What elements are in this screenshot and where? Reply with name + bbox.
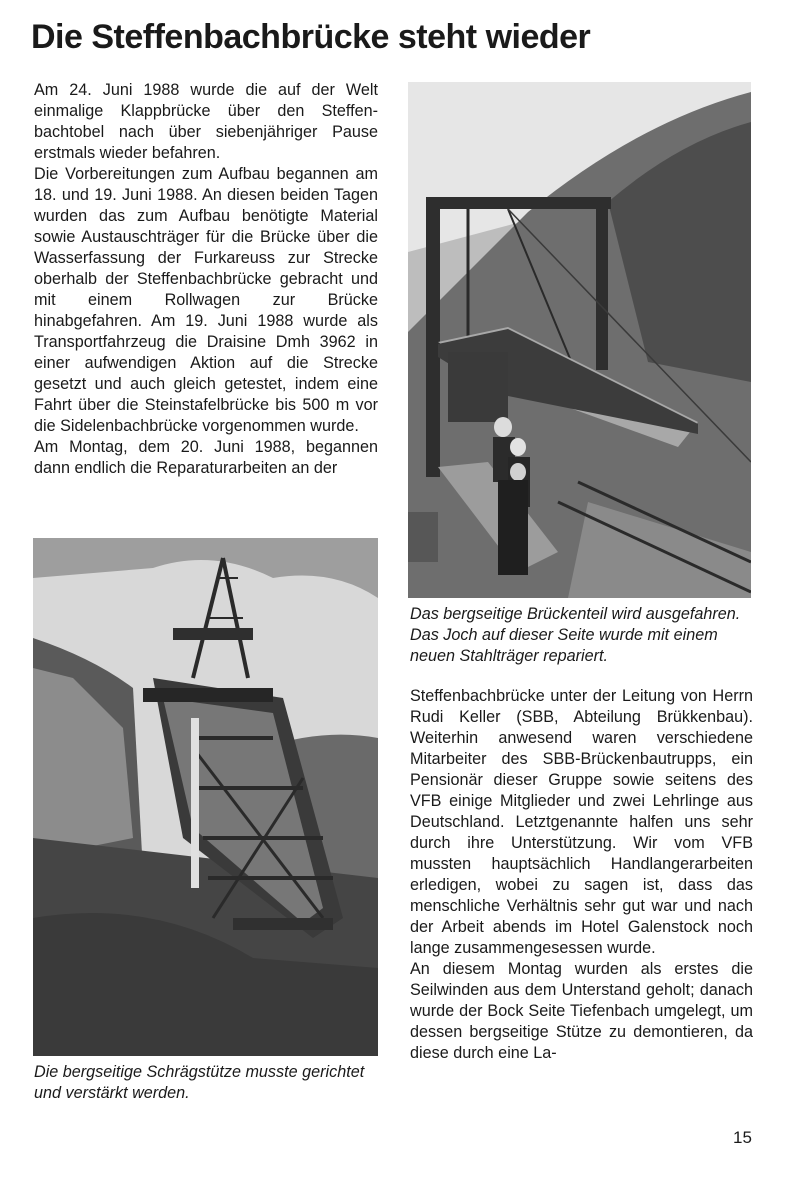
article-title: Die Steffenbachbrücke steht wieder [31,18,591,56]
page-number: 15 [733,1128,752,1147]
photo-caption: Das bergseitige Brückenteil wird ausgefahren. Das Joch auf dieser Seite wurde mit einem neuen Stahlträger repariert. [410,605,741,665]
paragraph: Am 24. Juni 1988 wurde die auf der Welt einmalige Klappbrücke über den Steffen-bachtobel nach über siebenjähriger Pause erstmals wieder befahren. [34,81,378,162]
photo-inclined-support [33,538,378,1056]
text-column-right [410,686,753,1064]
paragraph: Steffenbachbrücke unter der Leitung von Herrn Rudi Keller (SBB, Abteilung Brükkenbau). Weiterhin anwesend waren verschiedene Mitarbeiter des SBB-Brückenbautrupps, ein Pensionär dieser Gruppe sowie seitens des VFB einige Mitglieder und zwei Lehrlinge aus Deutschland. Letztgenannte halfen uns sehr durch ihre Unterstützung. Wir vom VFB mussten hauptsächlich Handlangerarbeiten erledigen, wobei zu sagen ist, dass das menschliche Verhältnis sehr gut war und nach der Arbeit abends im Hotel Galenstock noch lange zusammengesessen wurde. [410,687,753,957]
photo-caption: Die bergseitige Schrägstütze musste gerichtet und verstärkt werden. [34,1063,365,1102]
photo-bridge-section [408,82,751,598]
paragraph: An diesem Montag wurden als erstes die Seilwinden aus dem Unterstand geholt; danach wurde der Bock Seite Tiefenbach umgelegt, um dessen bergseitige Stütze zu demontieren, da diese durch eine La- [410,960,753,1062]
paragraph: Am Montag, dem 20. Juni 1988, begannen dann endlich die Reparaturarbeiten an der [34,438,378,477]
paragraph: Die Vorbereitungen zum Aufbau begannen am 18. und 19. Juni 1988. An diesen beiden Tagen wurden das zum Aufbau benötigte Material sowie Austauschträger für die Brücke über die Wasserfassung der Furkareuss zur Strecke oberhalb der Steffenbachbrücke gebracht und mit einem Rollwagen zur Brücke hinabgefahren. Am 19. Juni 1988 wurde als Transportfahrzeug die Draisine Dmh 3962 in einer aufwendigen Aktion auf die Strecke gesetzt und auch gleich getestet, indem eine Fahrt über die Steinstafelbrücke bis 500 m vor die Sidelenbachbrücke vorgenommen wurde. [34,165,378,435]
text-column-left [34,80,378,479]
